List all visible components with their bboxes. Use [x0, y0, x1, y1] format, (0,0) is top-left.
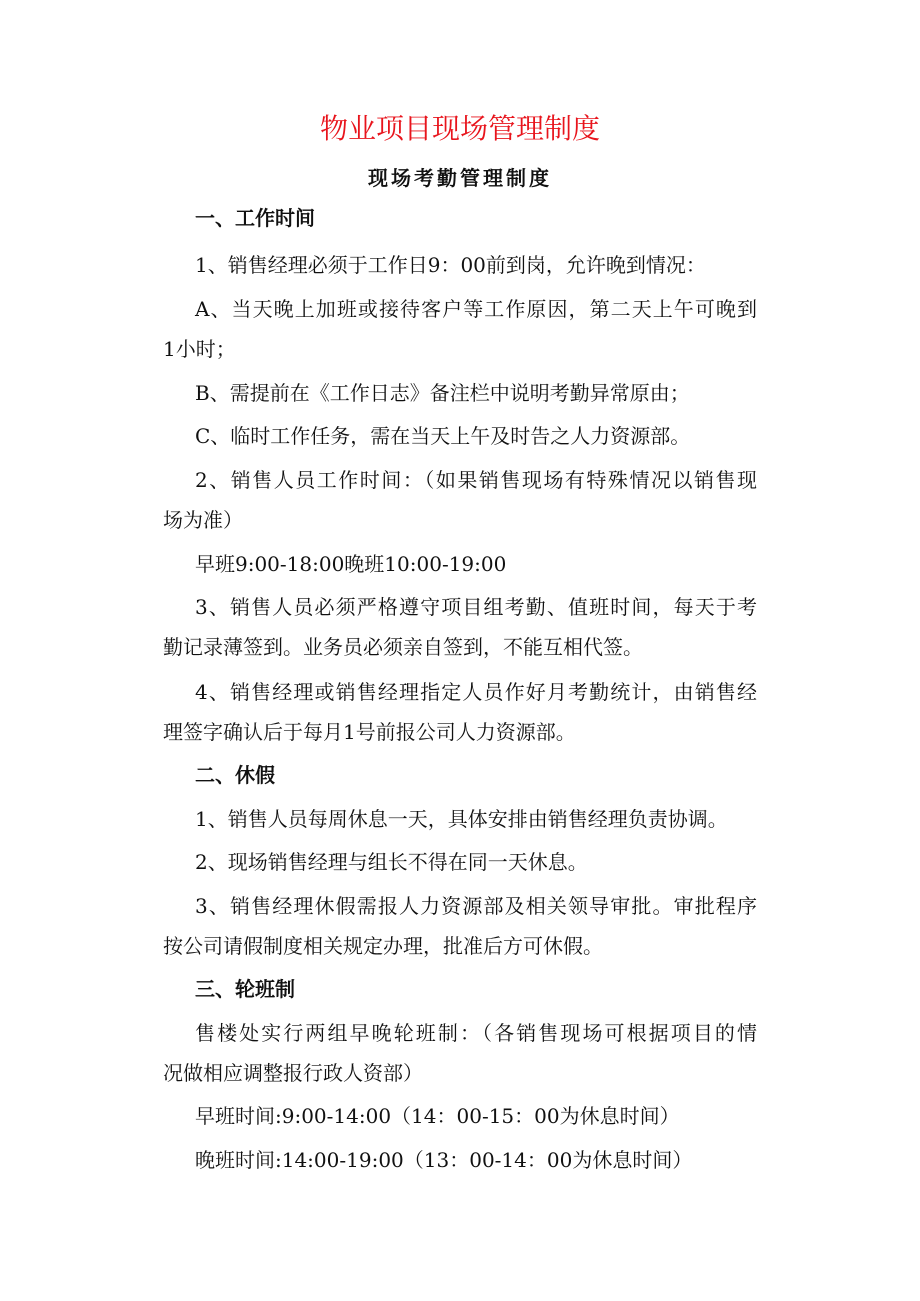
- paragraph-line: 1、销售经理必须于工作日9：00前到岗，允许晚到情况：: [195, 253, 706, 277]
- paragraph-line: 场为准）: [163, 508, 243, 532]
- paragraph-line: C、临时工作任务，需在当天上午及时告之人力资源部。: [195, 424, 691, 448]
- paragraph-line: 按公司请假制度相关规定办理，批准后方可休假。: [163, 934, 603, 958]
- paragraph-line: 早班时间:9:00-14:00（14：00-15：00为休息时间）: [195, 1104, 680, 1128]
- paragraph-line: 勤记录薄签到。业务员必须亲自签到，不能互相代签。: [163, 635, 643, 659]
- paragraph-line: 理签字确认后于每月1号前报公司人力资源部。: [163, 720, 576, 744]
- paragraph-line: 早班9:00-18:00晚班10:00-19:00: [195, 552, 507, 576]
- paragraph-line: 晚班时间:14:00-19:00（13：00-14：00为休息时间）: [195, 1148, 693, 1172]
- paragraph-line: B、需提前在《工作日志》备注栏中说明考勤异常原由；: [195, 381, 690, 405]
- paragraph-line: 2、销售人员工作时间：（如果销售现场有特殊情况以销售现: [195, 468, 757, 492]
- paragraph-line: 3、销售人员必须严格遵守项目组考勤、值班时间，每天于考: [195, 595, 757, 619]
- section-heading: 三、轮班制: [195, 977, 295, 1001]
- paragraph-line: 售楼处实行两组早晚轮班制：（各销售现场可根据项目的情: [195, 1021, 757, 1045]
- document-title: 物业项目现场管理制度: [319, 112, 600, 145]
- paragraph-line: 况做相应调整报行政人资部）: [163, 1061, 423, 1085]
- paragraph-line: A、当天晚上加班或接待客户等工作原因，第二天上午可晚到: [195, 297, 757, 321]
- paragraph-line: 1小时；: [163, 337, 236, 361]
- paragraph-line: 1、销售人员每周休息一天，具体安排由销售经理负责协调。: [195, 807, 728, 831]
- paragraph-line: 3、销售经理休假需报人力资源部及相关领导审批。审批程序: [195, 894, 757, 918]
- paragraph-line: 4、销售经理或销售经理指定人员作好月考勤统计，由销售经: [195, 680, 757, 704]
- section-heading: 一、工作时间: [195, 206, 315, 230]
- paragraph-line: 2、现场销售经理与组长不得在同一天休息。: [195, 850, 588, 874]
- section-heading: 二、休假: [195, 763, 275, 787]
- document-subtitle: 现场考勤管理制度: [368, 166, 552, 190]
